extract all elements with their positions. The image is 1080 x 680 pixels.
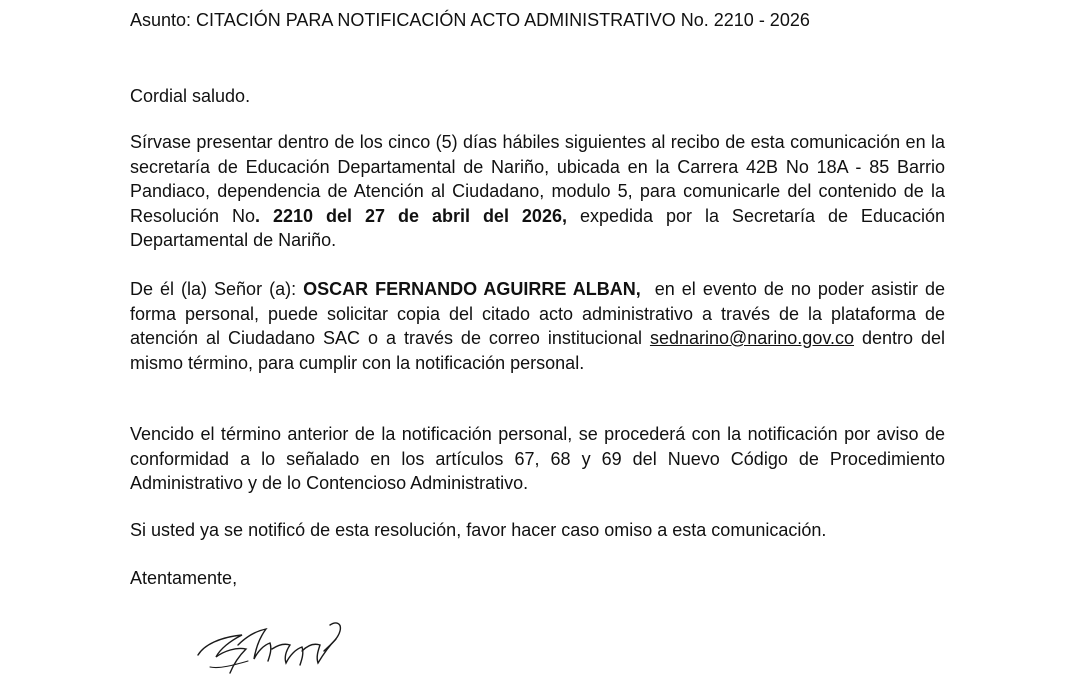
greeting: Cordial saludo.: [130, 86, 251, 106]
closing: Atentamente,: [130, 568, 238, 588]
recipient-name: OSCAR FERNANDO AGUIRRE ALBAN,: [303, 279, 641, 299]
paragraph-disregard: Si usted ya se notificó de esta resolución, favor hacer caso omiso a esta comunicación.: [130, 520, 827, 540]
resolution-reference: . 2210 del 27 de abril del 2026,: [255, 205, 567, 226]
subject-line: Asunto: CITACIÓN PARA NOTIFICACIÓN ACTO ADMINISTRATIVO No. 2210 - 2026: [130, 10, 810, 30]
paragraph-recipient-text-middle: en el evento de no poder asistir de forma personal, puede solicitar copia del citado acto administrativo a través de la plataforma de atención al Ciudadano SAC o a través de correo institucional: [130, 279, 951, 348]
paragraph-expiry: Vencido el término anterior de la notificación personal, se procederá con la notificación por aviso de conformidad a lo señalado en los artículos 67, 68 y 69 del Nuevo Código de Procedimiento Administrativo y de lo Contencioso Administrativo.: [130, 424, 945, 493]
paragraph-citation-text-before: Sírvase presentar dentro de los cinco (5) días hábiles siguientes al recibo de esta comunicación en la secretaría de Educación Departamental de Nariño, ubicada en la Carrera 42B No 18A - 85 Barrio Pandiaco, dependencia de Atención al Ciudadano, modulo 5, para comunicarle del contenido de la Resolución No: [130, 132, 945, 226]
recipient-prefix: De él (la) Señor (a):: [130, 279, 304, 299]
paragraph-recipient: [130, 277, 951, 375]
handwritten-signature: [190, 615, 360, 680]
email-link[interactable]: sednarino@narino.gov.co: [649, 328, 855, 348]
paragraph-recipient-text-after: dentro del mismo término, para cumplir con la notificación personal.: [130, 328, 946, 373]
paragraph-citation-text-after: expedida por la Secretaría de Educación Departamental de Nariño.: [130, 205, 945, 250]
paragraph-citation: [130, 130, 945, 253]
